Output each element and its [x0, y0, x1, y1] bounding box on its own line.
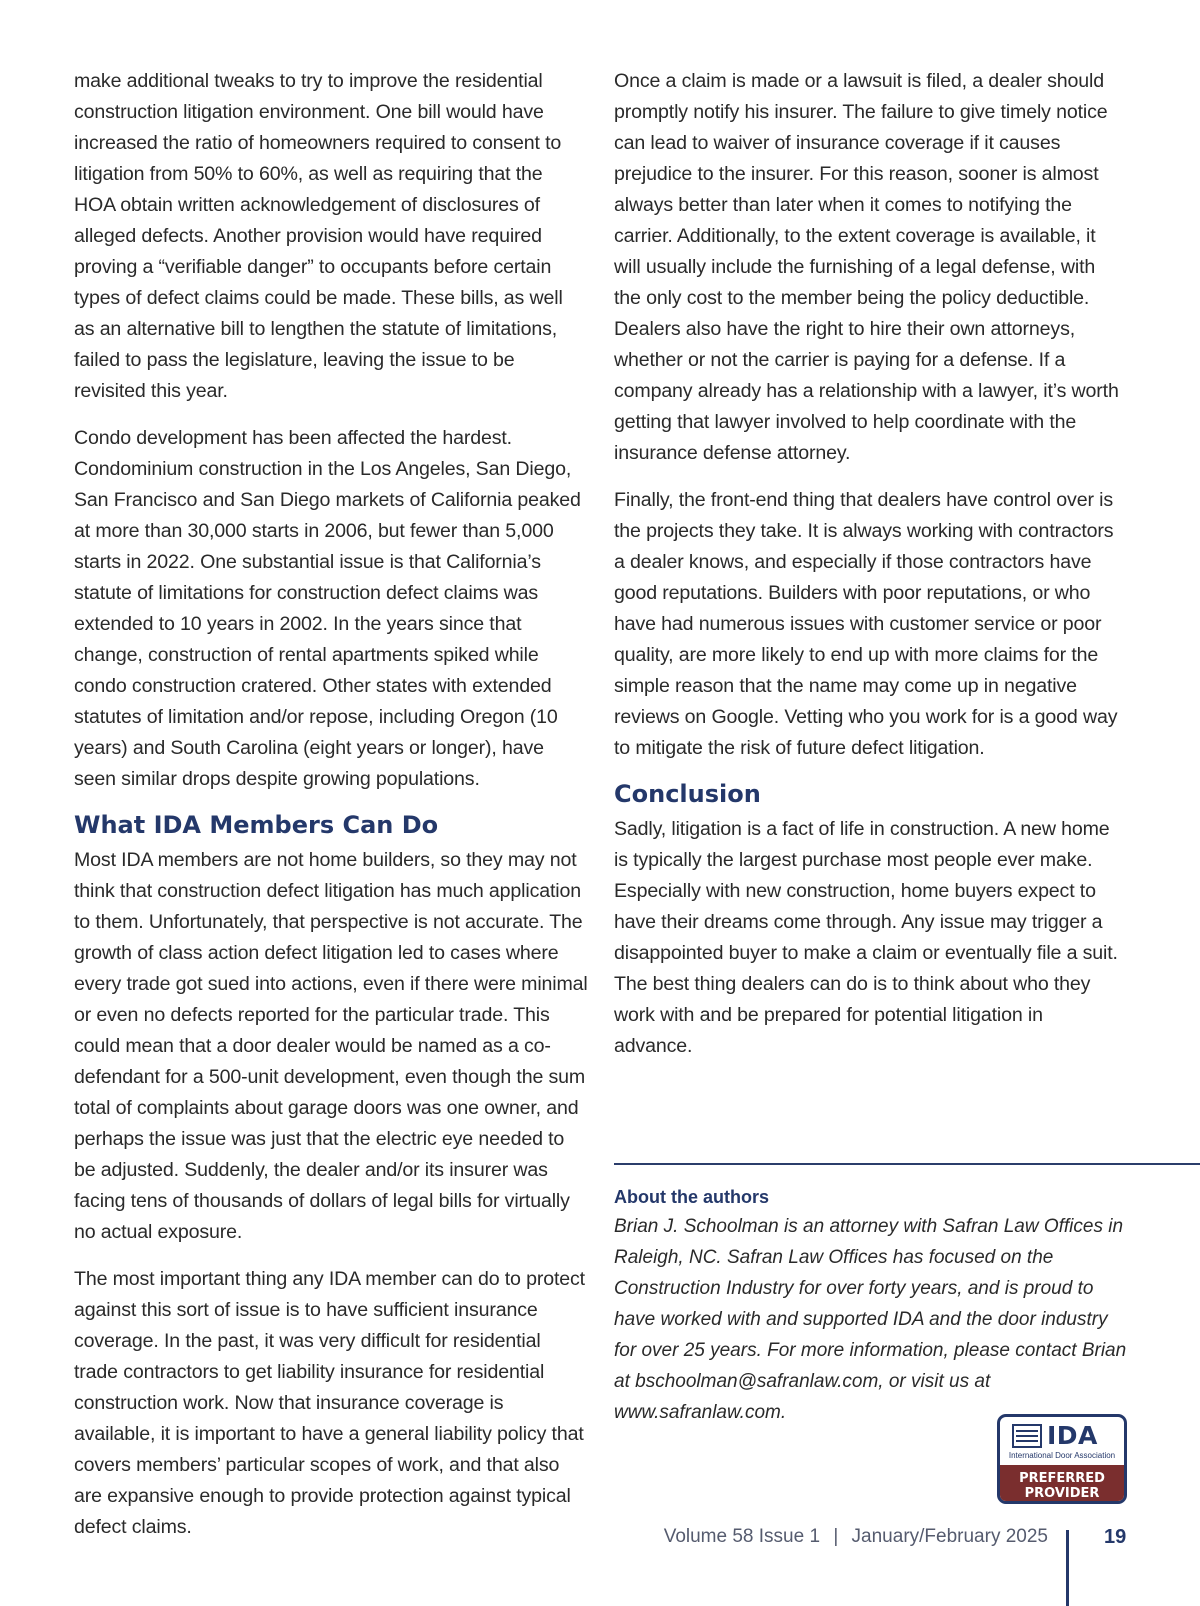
body-paragraph: The most important thing any IDA member can do to protect against this sort of issue is to have sufficient insurance coverage. In the past, it was very difficult for residential trade contractors to get liability insurance for residential construction work. Now that insurance coverage is available, it is important to have a general liability policy that covers members’ particular scopes of work, and that also are expansive enough to provide protection against typical defect claims.	[74, 1268, 585, 1538]
body-paragraph: make additional tweaks to try to improve the residential construction litigation environment. One bill would have increased the ratio of homeowners required to consent to litigation from 50% to 60%, as well as requiring that the HOA obtain written acknowledgement of disclosures of alleged defects. Another provision would have required proving a “verifiable danger” to occupants before certain types of defect claims could be made. These bills, as well as an alternative bill to lengthen the statute of limitations, failed to pass the legislature, leaving the issue to be revisited this year.	[74, 70, 563, 402]
body-paragraph: Once a claim is made or a lawsuit is filed, a dealer should promptly notify his insurer. The failure to give timely notice can lead to waiver of insurance coverage if it causes prejudice to the insurer. For this reason, sooner is almost always better than later when it comes to notifying the carrier. Additionally, to the extent coverage is available, it will usually include the furnishing of a legal defense, with the only cost to the member being the policy deductible. Dealers also have the right to hire their own attorneys, whether or not the carrier is paying for a defense. If a company already has a relationship with a lawyer, it’s worth getting that lawyer involved to help coordinate with the insurance defense attorney.	[614, 70, 1119, 464]
authors-bio: Brian J. Schoolman is an attorney with Safran Law Offices in Raleigh, NC. Safran Law Offices has focused on the Construction Industry for over forty years, and is proud to have worked with and supported IDA and the door industry for over 25 years. For more information, please contact Brian at bschoolman@safranlaw.com, or visit us at www.safranlaw.com.	[614, 1216, 1127, 1423]
footer-separator: |	[833, 1526, 839, 1547]
badge-subtitle: International Door Association	[1008, 1451, 1116, 1460]
body-paragraph: Most IDA members are not home builders, so they may not think that construction defect litigation has much application to them. Unfortunately, that perspective is not accurate. The growth of class action defect litigation led to cases where every trade got sued into actions, even if there were minimal or even no defects reported for the particular trade. This could mean that a door dealer would be named as a co-defendant for a 500-unit development, even though the sum total of complaints about garage doors was one owner, and perhaps the issue was just that the electric eye needed to be adjusted. Suddenly, the dealer and/or its insurer was facing tens of thousands of dollars of legal bills for virtually no actual exposure.	[74, 849, 588, 1243]
right-column	[614, 66, 1126, 1078]
badge-line-2: PROVIDER	[1024, 1486, 1100, 1501]
about-authors	[614, 1183, 1134, 1428]
left-column	[74, 66, 588, 1559]
badge-line-1: PREFERRED	[1019, 1471, 1105, 1486]
page-number: 19	[1104, 1526, 1127, 1548]
footer-volume: Volume 58	[663, 1526, 754, 1547]
logo-text: IDA	[1047, 1421, 1098, 1450]
ida-preferred-provider-badge	[997, 1414, 1127, 1504]
section-heading: Conclusion	[614, 780, 761, 808]
body-paragraph: Condo development has been affected the hardest. Condominium construction in the Los Angeles, San Diego, San Francisco and San Diego markets of California peaked at more than 30,000 starts in 2006, but fewer than 5,000 starts in 2022. One substantial issue is that California’s statute of limitations for construction defect claims was extended to 10 years in 2002. In the years since that change, construction of rental apartments spiked while condo construction cratered. Other states with extended statutes of limitation and/or repose, including Oregon (10 years) and South Carolina (eight years or longer), have seen similar drops despite growing populations.	[74, 427, 581, 790]
authors-title: About the authors	[614, 1187, 769, 1207]
body-paragraph: Sadly, litigation is a fact of life in construction. A new home is typically the largest purchase most people ever make. Especially with new construction, home buyers expect to have their dreams come through. Any issue may trigger a disappointed buyer to make a claim or eventually file a suit. The best thing dealers can do is to think about who they work with and be prepared for potential litigation in advance.	[614, 818, 1118, 1057]
ida-logo	[1012, 1423, 1116, 1449]
footer-issue: Issue 1	[758, 1526, 821, 1547]
body-paragraph: Finally, the front-end thing that dealers have control over is the projects they take. It is always working with contractors a dealer knows, and especially if those contractors have good reputations. Builders with poor reputations, or who have had numerous issues with customer service or poor quality, are more likely to end up with more claims for the simple reason that the name may come up in negative reviews on Google. Vetting who you work for is a good way to mitigate the risk of future defect litigation.	[614, 489, 1118, 759]
divider	[614, 1163, 1200, 1165]
footer-divider	[1066, 1530, 1069, 1606]
page-footer	[600, 1524, 1048, 1550]
footer-date: January/February 2025	[851, 1526, 1048, 1547]
door-icon	[1012, 1424, 1042, 1448]
section-heading: What IDA Members Can Do	[74, 811, 439, 839]
